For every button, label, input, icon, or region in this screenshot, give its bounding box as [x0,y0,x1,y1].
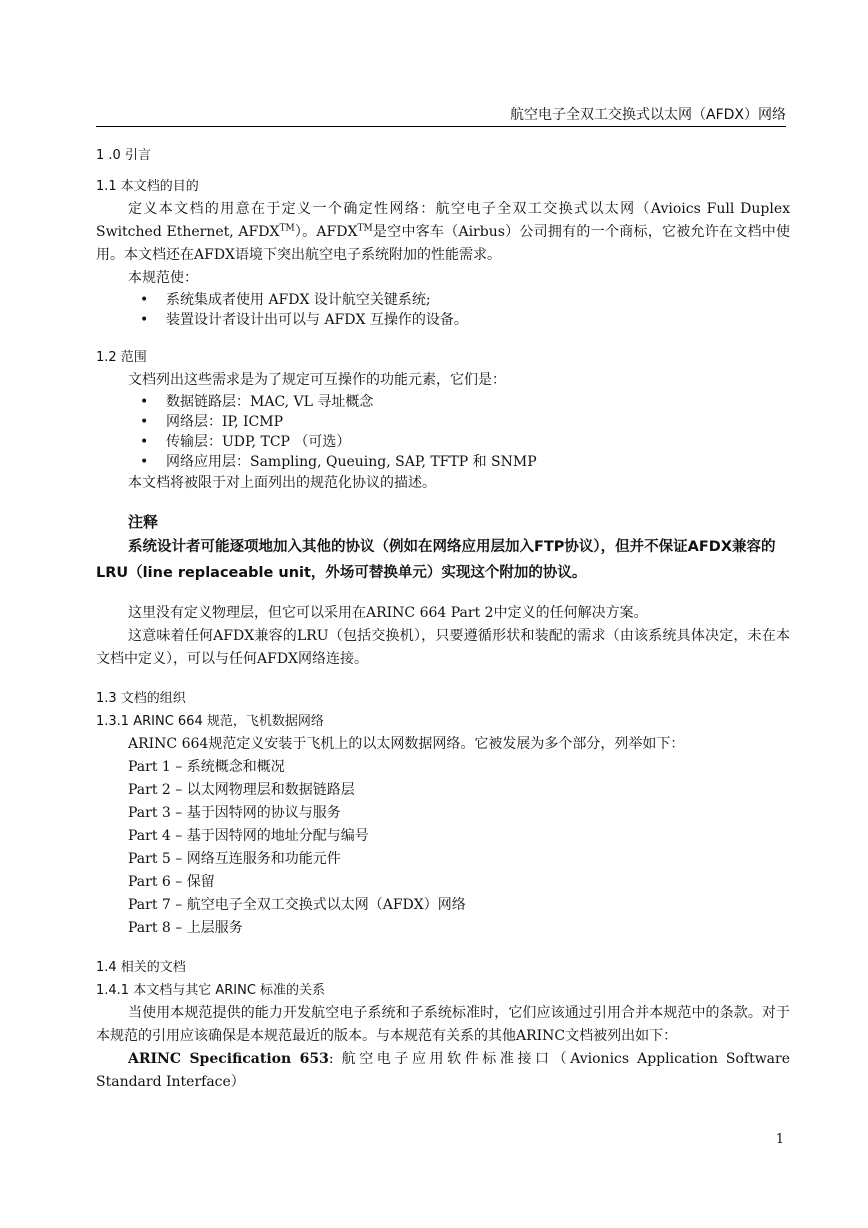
scope-bullet-list [96,392,790,472]
list-item: Part 6 – 保留 [128,874,215,890]
note-heading: 注释 [128,513,159,531]
list-item: • 装置设计者设计出可以与 AFDX 互操作的设备。 [96,310,790,330]
document-body [96,144,790,1094]
paragraph-arinc653: ARINC Specification 653: 航空电子应用软件标准接口（Avionics Application Software Standard Interface） [96,1051,790,1090]
section-heading-1-3-1: 1.3.1 ARINC 664 规范，飞机数据网络 [96,714,324,729]
paragraph-physical-layer: 这里没有定义物理层，但它可以采用在ARINC 664 Part 2中定义的任何解决方案。 [128,605,648,621]
list-item: Part 7 – 航空电子全双工交换式以太网（AFDX）网络 [128,897,466,913]
section-heading-1-0: 1 .0 引言 [96,148,151,163]
list-item: Part 5 – 网络互连服务和功能元件 [128,851,341,867]
list-item: • 传输层：UDP, TCP （可选） [96,432,790,452]
list-item: • 网络层：IP, ICMP [96,412,790,432]
section-heading-1-2: 1.2 范围 [96,350,147,365]
purpose-bullet-list [96,290,790,330]
list-item: Part 1 – 系统概念和概况 [128,759,285,775]
list-item: Part 3 – 基于因特网的协议与服务 [128,805,341,821]
list-item: Part 2 – 以太网物理层和数据链路层 [128,782,355,798]
paragraph-lru-compat: 这意味着任何AFDX兼容的LRU（包括交换机），只要遵循形状和装配的需求（由该系统具体决定，未在本文档中定义），可以与任何AFDX网络连接。 [96,628,790,667]
section-heading-1-1: 1.1 本文档的目的 [96,179,199,194]
page-number: 1 [775,1132,784,1147]
trademark-sup: TM [357,223,373,234]
paragraph-arinc664: ARINC 664规范定义安装于飞机上的以太网数据网络。它被发展为多个部分，列举如下： [128,736,685,752]
trademark-sup: TM [279,223,295,234]
note-text: 系统设计者可能逐项地加入其他的协议（例如在网络应用层加入FTP协议），但并不保证AFDX兼容的LRU（line replaceable unit，外场可替换单元）实现这个附加的协议。 [96,539,776,581]
paragraph-spec-enables: 本规范使： [128,270,198,286]
section-heading-1-4-1: 1.4.1 本文档与其它 ARINC 标准的关系 [96,983,326,998]
section-heading-1-4: 1.4 相关的文档 [96,960,186,975]
list-item: • 网络应用层：Sampling, Queuing, SAP, TFTP 和 SNMP [96,452,790,472]
parts-list [96,756,790,940]
paragraph-related-standards: 当使用本规范提供的能力开发航空电子系统和子系统标准时，它们应该通过引用合并本规范中的条款。对于本规范的引用应该确保是本规范最近的版本。与本规范有关系的其他ARINC文档被列出如下： [96,1005,790,1044]
paragraph-scope-limit: 本文档将被限于对上面列出的规范化协议的描述。 [128,475,436,491]
list-item: • 数据链路层：MAC, VL 寻址概念 [96,392,790,412]
running-header: 航空电子全双工交换式以太网（AFDX）网络 [96,104,786,127]
list-item: Part 4 – 基于因特网的地址分配与编号 [128,828,369,844]
paragraph-purpose: 定义本文档的用意在于定义一个确定性网络：航空电子全双工交换式以太网（Avioics Full Duplex Switched Ethernet, AFDX™）。AFDX™是空中客车（Airbus）公司拥有的一个商标，它被允许在文档中使用。本文档还在AFDX语境下突出航空电子系统附加的性能需求。 [96,201,791,263]
list-item: • 系统集成者使用 AFDX 设计航空关键系统; [96,290,790,310]
spec-label: ARINC Specification 653 [128,1051,329,1067]
list-item: Part 8 – 上层服务 [128,920,243,936]
paragraph-scope: 文档列出这些需求是为了规定可互操作的功能元素，它们是： [128,372,506,388]
section-heading-1-3: 1.3 文档的组织 [96,691,186,706]
